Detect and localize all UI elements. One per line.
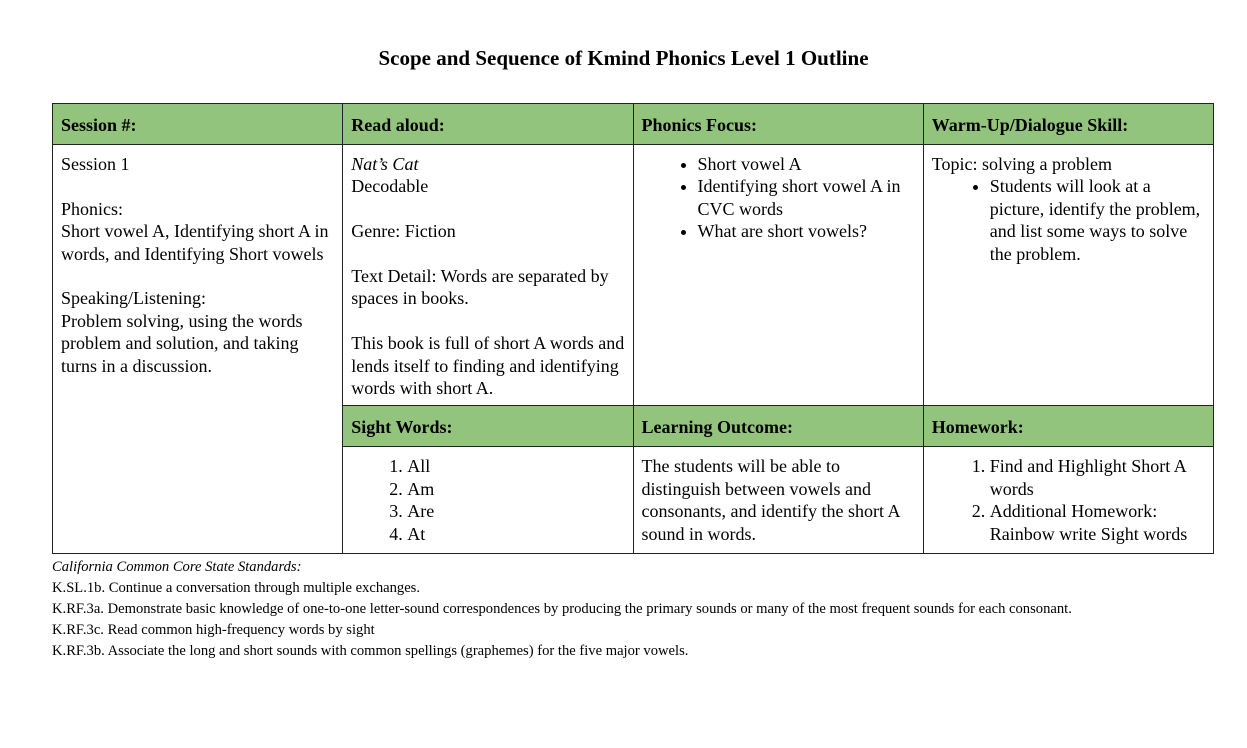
header-phonics-focus: Phonics Focus: — [633, 104, 923, 145]
warm-up-cell — [923, 145, 1213, 406]
homework-list — [932, 455, 1205, 545]
standard-item: K.RF.3a. Demonstrate basic knowledge of one-to-one letter-sound correspondences by producing the primary sounds or many of the most frequent sounds for each consonant. — [52, 601, 1072, 617]
speaking-text: Problem solving, using the words problem and solution, and taking turns in a discussion. — [61, 310, 303, 376]
header-sight-words: Sight Words: — [343, 406, 633, 447]
session-name: Session 1 — [61, 154, 130, 174]
book-title: Nat’s Cat — [351, 154, 419, 174]
standards-title: California Common Core State Standards: — [52, 559, 302, 575]
sight-words-cell — [343, 447, 633, 554]
learning-outcome-cell — [633, 447, 923, 554]
list-item: 3. Are — [407, 500, 624, 522]
phonics-focus-cell — [633, 145, 923, 406]
list-item: 4. At — [407, 523, 624, 545]
header-learning-outcome: Learning Outcome: — [633, 406, 923, 447]
list-item: 1. All — [407, 455, 624, 477]
standard-item: K.RF.3b. Associate the long and short sounds with common spellings (graphemes) for the five major vowels. — [52, 643, 689, 659]
text-detail: Text Detail: Words are separated by spaces in books. — [351, 266, 609, 309]
header-warm-up: Warm-Up/Dialogue Skill: — [923, 104, 1213, 145]
list-item: 2. Additional Homework: Rainbow write Sight words — [990, 500, 1205, 545]
list-item: • What are short vowels? — [698, 220, 915, 242]
homework-cell — [923, 447, 1213, 554]
read-aloud-cell — [343, 145, 633, 406]
phonics-label: Phonics: — [61, 198, 124, 219]
header-session: Session #: — [53, 104, 343, 145]
standards-section — [52, 557, 1232, 662]
header-row-top — [53, 104, 1214, 145]
list-item: 1. Find and Highlight Short A words — [990, 455, 1205, 500]
session-cell — [53, 145, 343, 554]
standard-item: K.RF.3c. Read common high-frequency words by sight — [52, 622, 375, 638]
speaking-label: Speaking/Listening: — [61, 288, 206, 309]
read-aloud-description: This book is full of short A words and lends itself to finding and identifying words with short A. — [351, 333, 625, 399]
header-read-aloud: Read aloud: — [343, 104, 633, 145]
warm-up-list — [932, 175, 1205, 265]
standard-item: K.SL.1b. Continue a conversation through multiple exchanges. — [52, 580, 421, 596]
warm-up-topic: Topic: solving a problem — [931, 154, 1112, 174]
document-title: Scope and Sequence of Kmind Phonics Level 1 Outline — [378, 46, 869, 70]
phonics-text: Short vowel A, Identifying short A in words, and Identifying Short vowels — [61, 221, 329, 264]
list-item: 2. Am — [407, 478, 624, 500]
list-item: • Short vowel A — [698, 153, 915, 175]
list-item: • Students will look at a picture, identify the problem, and list some ways to solve the problem. — [990, 175, 1205, 265]
book-type: Decodable — [351, 176, 429, 197]
sight-words-list — [351, 455, 624, 545]
header-homework: Homework: — [923, 406, 1213, 447]
genre: Genre: Fiction — [351, 221, 456, 242]
content-row-top — [53, 145, 1214, 406]
list-item: • Identifying short vowel A in CVC words — [698, 175, 915, 220]
phonics-focus-list — [642, 153, 915, 243]
learning-outcome-text: The students will be able to distinguish between vowels and consonants, and identify the short A sound in words. — [641, 456, 900, 544]
outline-table — [52, 103, 1214, 554]
